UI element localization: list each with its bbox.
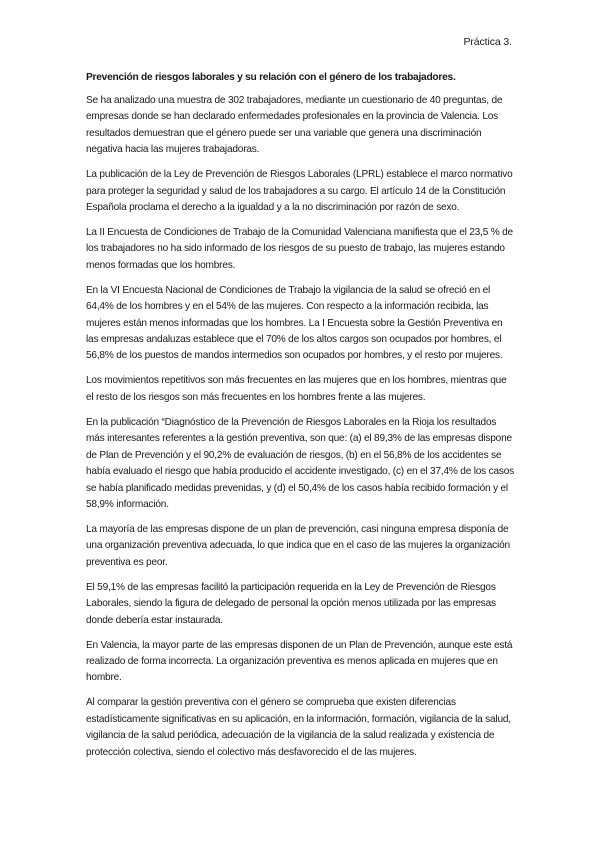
paragraph-1: Se ha analizado una muestra de 302 trabajadores, mediante un cuestionario de 40 preguntas, de empresas donde se han declarado enfermedades profesionales en la provincia de Valencia. Los resultados demuestran que el género puede ser una variable que genera una discriminación negativa hacia las mujeres trabajadoras.	[86, 95, 503, 156]
document-body	[86, 70, 516, 770]
paragraph-8: El 59,1% de las empresas facilitó la participación requerida en la Ley de Prevención de Riesgos Laborales, siendo la figura de delegado de personal la opción menos utilizada por las empresas donde debería estar instaurada.	[86, 581, 496, 626]
paragraph-9: En Valencia, la mayor parte de las empresas disponen de un Plan de Prevención, aunque este está realizado de forma incorrecta. La organización preventiva es menos aplicada en mujeres que en hombre.	[86, 639, 513, 684]
paragraph-4: En la VI Encuesta Nacional de Condiciones de Trabajo la vigilancia de la salud se ofreció en el 64,4% de los hombres y en el 54% de las mujeres. Con respecto a la información recibida, las mujeres están menos informadas que los hombres. La I Encuesta sobre la Gestión Preventiva en las empresas andaluzas establece que el 70% de los altos cargos son ocupados por hombres, el 56,8% de los puestos de mandos intermedios son ocupados por hombres, y el resto por mujeres.	[86, 284, 503, 362]
page-header: Práctica 3.	[463, 36, 512, 48]
paragraph-6: En la publicación “Diagnóstico de la Prevención de Riesgos Laborales en la Rioja los resultados más interesantes referentes a la gestión preventiva, son que: (a) el 89,3% de las empresas dispone de Plan de Prevención y el 90,2% de evaluación de riesgos, (b) en el 56,8% de los accidentes se había evaluado el riesgo que había producido el accidente investigado, (c) en el 37,4% de los casos se había planificado medidas prevenidas, y (d) el 50,4% de los casos había recibido formación y el 58,9% información.	[86, 416, 514, 510]
paragraph-2: La publicación de la Ley de Prevención de Riesgos Laborales (LPRL) establece el marco normativo para proteger la seguridad y salud de los trabajadores a su cargo. El artículo 14 de la Constitución Española proclama el derecho a la igualdad y a la no discriminación por razón de sexo.	[86, 169, 513, 214]
paragraph-3: La II Encuesta de Condiciones de Trabajo de la Comunidad Valenciana manifiesta que el 23,5 % de los trabajadores no ha sido informado de los riesgos de su puesto de trabajo, las mujeres estando menos formadas que los hombres.	[86, 227, 513, 271]
paragraph-7: La mayoría de las empresas dispone de un plan de prevención, casi ninguna empresa disponía de una organización preventiva adecuada, lo que indica que en el caso de las mujeres la organización preventiva es peor.	[86, 523, 510, 568]
document-title: Prevención de riesgos laborales y su relación con el género de los trabajadores.	[86, 72, 456, 83]
paragraph-10: Al comparar la gestión preventiva con el género se comprueba que existen diferencias estadísticamente significativas en su aplicación, en la información, formación, vigilancia de la salud, vigilancia de la salud periódica, adecuación de la vigilancia de la salud realizada y existencia de protección colectiva, siendo el colectivo más desfavorecido el de las mujeres.	[86, 697, 511, 758]
paragraph-5: Los movimientos repetitivos son más frecuentes en las mujeres que en los hombres, mientras que el resto de los riesgos son más frecuentes en los hombres frente a las mujeres.	[86, 375, 507, 403]
